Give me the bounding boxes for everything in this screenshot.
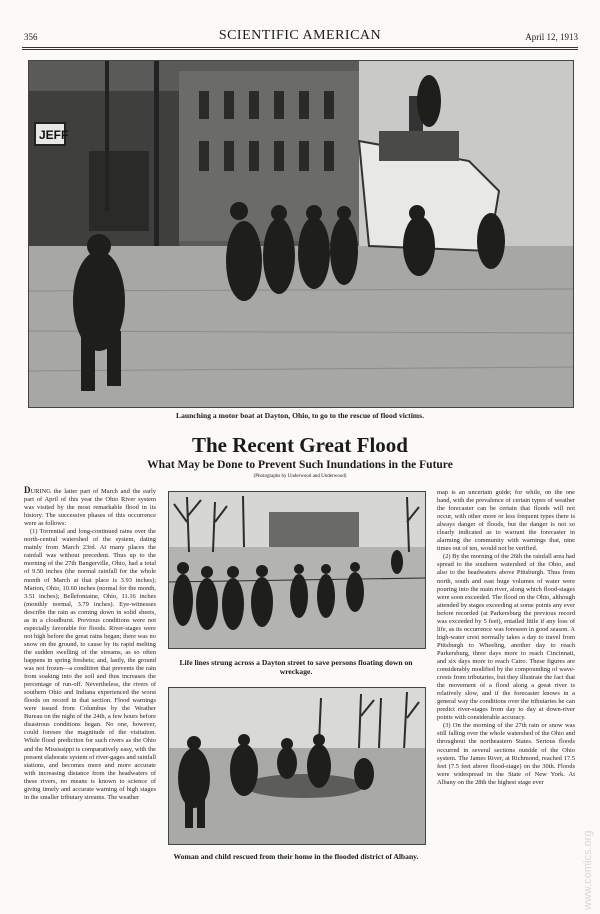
intro-text: URING the latter part of March and the early part of April of this year the Ohio River system was visited by the most remarkable flood in its history. The successive phases of this occurrence were as follows: <box>24 488 156 528</box>
page-number: 356 <box>24 32 38 42</box>
watermark: www.comics.org <box>582 830 594 910</box>
paragraph-right-1: map is an uncertain guide; for while, on the one hand, with the prevalence of certain types of weather the forecaster can be certain that floods will not occur, with other more or less frequent types there is always danger of floods, but the danger is not so clearly indicated as to warrant the forecaster in alarming the community with warnings that, nine times out of ten, would not be verified. <box>437 489 575 553</box>
paragraph-right-2: (2) By the morning of the 26th the rainfall area had spread to the southern watershed of the Ohio, and also to the headwaters above Pittsburgh. Thus from north, south and east huge volumes of water were pouring into the main river, along which flood-stages were soon exceeded. The flood on the Ohio, although attended by stages exceeding at some points any ever before recorded (at Parkersburg the previous record was exceeded by 5 feet), entailed little if any loss of life, as its occurrence was foreseen in good season. A high-water crest normally takes a day to travel from Pittsburgh to Wheeling, another day to reach Parkersburg, three days more to reach Cincinnati, and six days more to reach Cairo. These figures are considerably modified by the compounding of wave-crests from tributaries, but they illustrate the fact that the movement of a flood along a great river is relatively slow, and if the forecaster knows in a general way the conditions over the tributaries he can predict river-stages from day to day at down-river points with considerable accuracy. <box>437 553 575 722</box>
magazine-title: SCIENTIFIC AMERICAN <box>218 28 382 43</box>
drop-cap: D <box>24 486 31 495</box>
intro-paragraph <box>24 486 156 528</box>
issue-date: April 12, 1913 <box>525 32 578 42</box>
bottom-photo-caption: Woman and child rescued from their home in the flooded district of Albany. <box>173 852 419 861</box>
bottom-photo <box>168 687 426 845</box>
header-rule <box>22 47 578 48</box>
top-photo-caption: Launching a motor boat at Dayton, Ohio, to go to the rescue of flood victims. <box>176 411 424 420</box>
right-text-column <box>437 489 575 907</box>
paragraph-right-3: (3) On the morning of the 27th rain or snow was still falling over the whole watershed of the Ohio and throughout the northeastern States. Serious floods occurred in several sections outside of the Ohio system. The James River, at Richmond, reached 17.5 feet (7.5 feet above flood-stage) on the 30th. Floods were widespread in the State of New York. At Albany on the 28th the highest stage ever <box>437 722 575 786</box>
store-sign: JEFF <box>39 128 69 142</box>
photo-credit: (Photographs by Underwood and Underwood) <box>253 474 347 479</box>
top-photo <box>28 60 574 408</box>
middle-photo-caption: Life lines strung across a Dayton street to save persons floating down on wreckage. <box>179 658 413 677</box>
header-rule-double <box>22 49 578 50</box>
paragraph-1: (1) Torrential and long-continued rains over the north-central watershed of the system, dating mainly from March 23rd. At many places the rainfall was without precedent. Thus up to the morning of the 27th Bangerville, Ohio, had a total of 9.50 inches (the normal rainfall for the whole month of March at that place is 3.93 inches); Marion, Ohio, 10.60 inches (normal for the month, 3.51 inches); Bellefontaine, Ohio, 11.16 inches (monthly normal, 3.79 inches). Eye-witnesses describe the rain as coming down in solid sheets, as in a cloudburst. Previous conditions were not especially favorable for floods. River-stages were not high before the great rains began; there was no snow on the ground, to cause by its rapid melting the sudden swelling of the streams, as so often happens in spring freshets; and, lastly, the ground was not frozen—a condition that prevents the rain from soaking into the soil and thus increases the percentage of run-off. Nevertheless, the rivers of southern Ohio and Indiana experienced the worst floods on record in that section. Flood warnings were issued from Columbus by the Weather Bureau on the night of the 24th, a few hours before disastrous conditions began. No one, however, could foresee the magnitude of the visitation. While flood prediction for such rivers as the Ohio and the Mississippi is comparatively easy, with the present elaborate system of river-gages and rainfall stations, and becomes more and more accurate with increasing distance from the headwaters of these rivers, no means is known to science of giving timely and accurate warning of high stages in the smaller tributary streams. The weather <box>24 528 156 801</box>
article-subtitle: What May be Done to Prevent Such Inundations in the Future <box>147 459 453 471</box>
middle-photo <box>168 491 426 649</box>
article-title: The Recent Great Flood <box>192 433 408 457</box>
left-text-column <box>24 486 156 868</box>
